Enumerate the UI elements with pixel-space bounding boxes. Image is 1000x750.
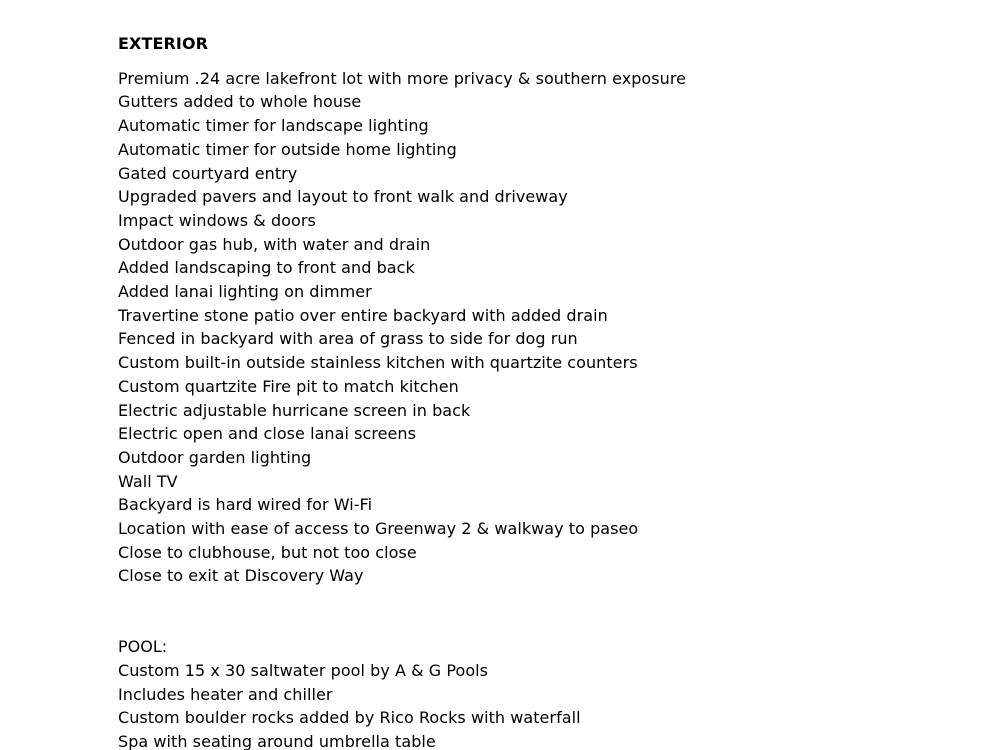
exterior-item: Fenced in backyard with area of grass to side for dog run (118, 329, 578, 349)
exterior-item: Upgraded pavers and layout to front walk and driveway (118, 187, 568, 207)
exterior-heading: EXTERIOR (118, 34, 209, 53)
exterior-item: Custom built-in outside stainless kitchen with quartzite counters (118, 353, 638, 373)
exterior-item: Automatic timer for outside home lighting (118, 139, 457, 159)
exterior-item: Close to exit at Discovery Way (118, 566, 364, 586)
exterior-list (118, 67, 978, 588)
pool-list (118, 659, 978, 750)
pool-item: Custom boulder rocks added by Rico Rocks with waterfall (118, 708, 581, 728)
pool-item: Includes heater and chiller (118, 684, 333, 704)
exterior-item: Backyard is hard wired for Wi-Fi (118, 495, 373, 515)
exterior-item: Automatic timer for landscape lighting (118, 116, 429, 136)
document-content (118, 32, 978, 750)
exterior-item: Gated courtyard entry (118, 163, 298, 183)
exterior-item: Custom quartzite Fire pit to match kitchen (118, 376, 459, 396)
pool-item: Spa with seating around umbrella table (118, 731, 436, 750)
exterior-item: Close to clubhouse, but not too close (118, 542, 417, 562)
exterior-item: Added landscaping to front and back (118, 258, 415, 278)
exterior-item: Outdoor garden lighting (118, 447, 312, 467)
exterior-item: Electric open and close lanai screens (118, 424, 416, 444)
exterior-item: Premium .24 acre lakefront lot with more privacy & southern exposure (118, 68, 687, 88)
pool-heading: POOL: (118, 637, 168, 657)
exterior-item: Gutters added to whole house (118, 92, 362, 112)
exterior-item: Added lanai lighting on dimmer (118, 282, 372, 302)
exterior-item: Electric adjustable hurricane screen in back (118, 400, 471, 420)
pool-item: Custom 15 x 30 saltwater pool by A & G Pools (118, 660, 489, 680)
exterior-item: Travertine stone patio over entire backyard with added drain (118, 305, 608, 325)
exterior-item: Outdoor gas hub, with water and drain (118, 234, 431, 254)
exterior-item: Impact windows & doors (118, 210, 316, 230)
exterior-item: Wall TV (118, 471, 178, 491)
exterior-item: Location with ease of access to Greenway 2 & walkway to paseo (118, 519, 639, 539)
